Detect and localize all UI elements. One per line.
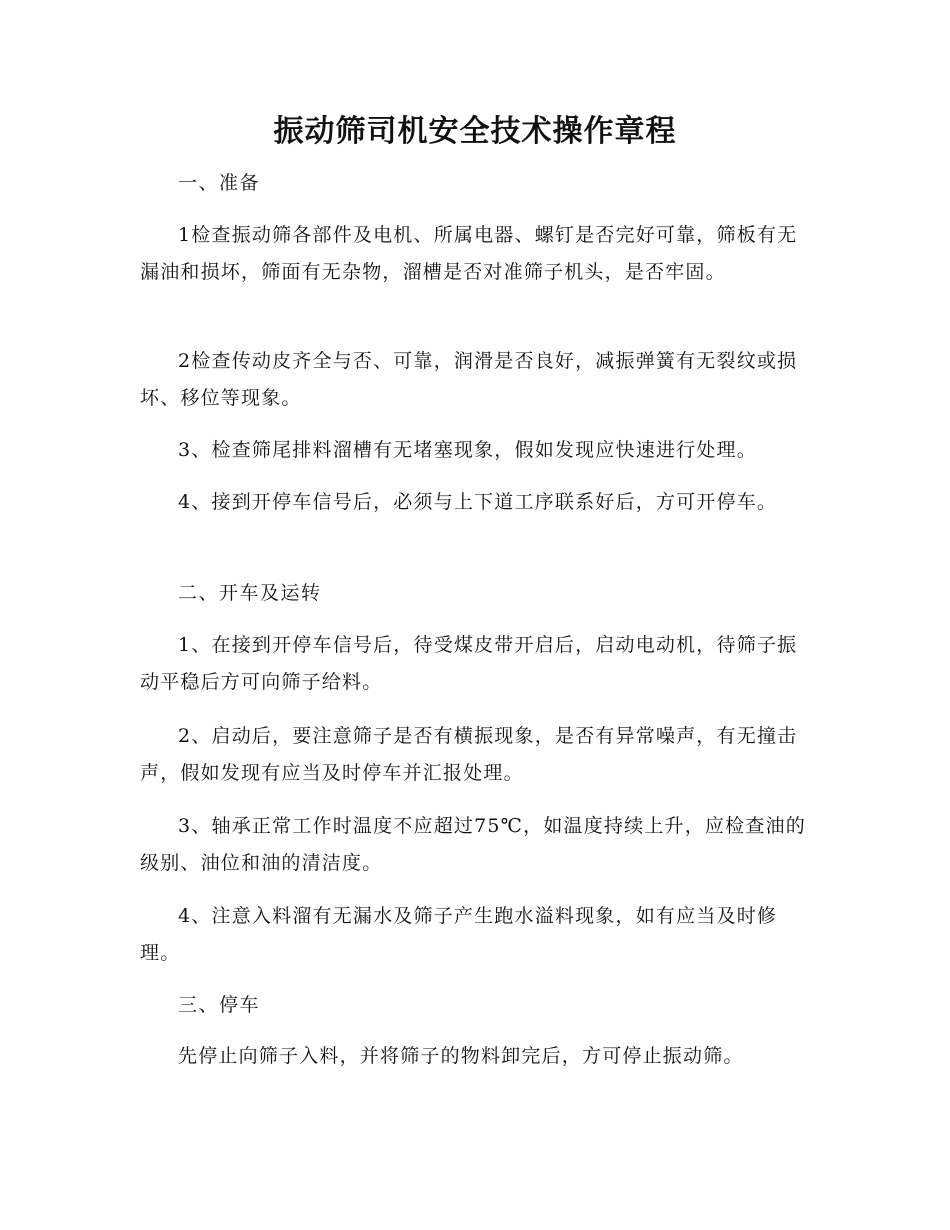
document-title: 振动筛司机安全技术操作章程 bbox=[273, 114, 677, 149]
paragraph-run-4: 4、注意入料溜有无漏水及筛子产生跑水溢料现象，如有应当及时修理。 bbox=[140, 905, 778, 964]
paragraph-prep-1: 1检查振动筛各部件及电机、所属电器、螺钉是否完好可靠，筛板有无漏油和损坏，筛面有无杂物，溜槽是否对准筛子机头，是否牢固。 bbox=[140, 224, 798, 283]
paragraph-prep-4: 4、接到开停车信号后，必须与上下道工序联系好后，方可开停车。 bbox=[178, 491, 778, 513]
paragraph-prep-2: 2检查传动皮齐全与否、可靠，润滑是否良好，减振弹簧有无裂纹或损坏、移位等现象。 bbox=[140, 350, 798, 409]
paragraph-run-3: 3、轴承正常工作时温度不应超过75℃，如温度持续上升，应检查油的级别、油位和油的清洁度。 bbox=[140, 815, 806, 874]
paragraph-run-2: 2、启动后，要注意筛子是否有横振现象，是否有异常噪声，有无撞击声，假如发现有应当及时停车并汇报处理。 bbox=[140, 725, 798, 784]
section-heading-preparation: 一、准备 bbox=[178, 172, 261, 194]
paragraph-run-1: 1、在接到开停车信号后，待受煤皮带开启后，启动电动机，待筛子振动平稳后方可向筛子给料。 bbox=[140, 634, 798, 693]
section-heading-stop: 三、停车 bbox=[178, 994, 261, 1016]
paragraph-stop-1: 先停止向筛子入料，并将筛子的物料卸完后，方可停止振动筛。 bbox=[178, 1045, 744, 1067]
section-heading-start-operation: 二、开车及运转 bbox=[178, 582, 322, 604]
paragraph-prep-3: 3、检查筛尾排料溜槽有无堵塞现象，假如发现应快速进行处理。 bbox=[178, 439, 757, 461]
